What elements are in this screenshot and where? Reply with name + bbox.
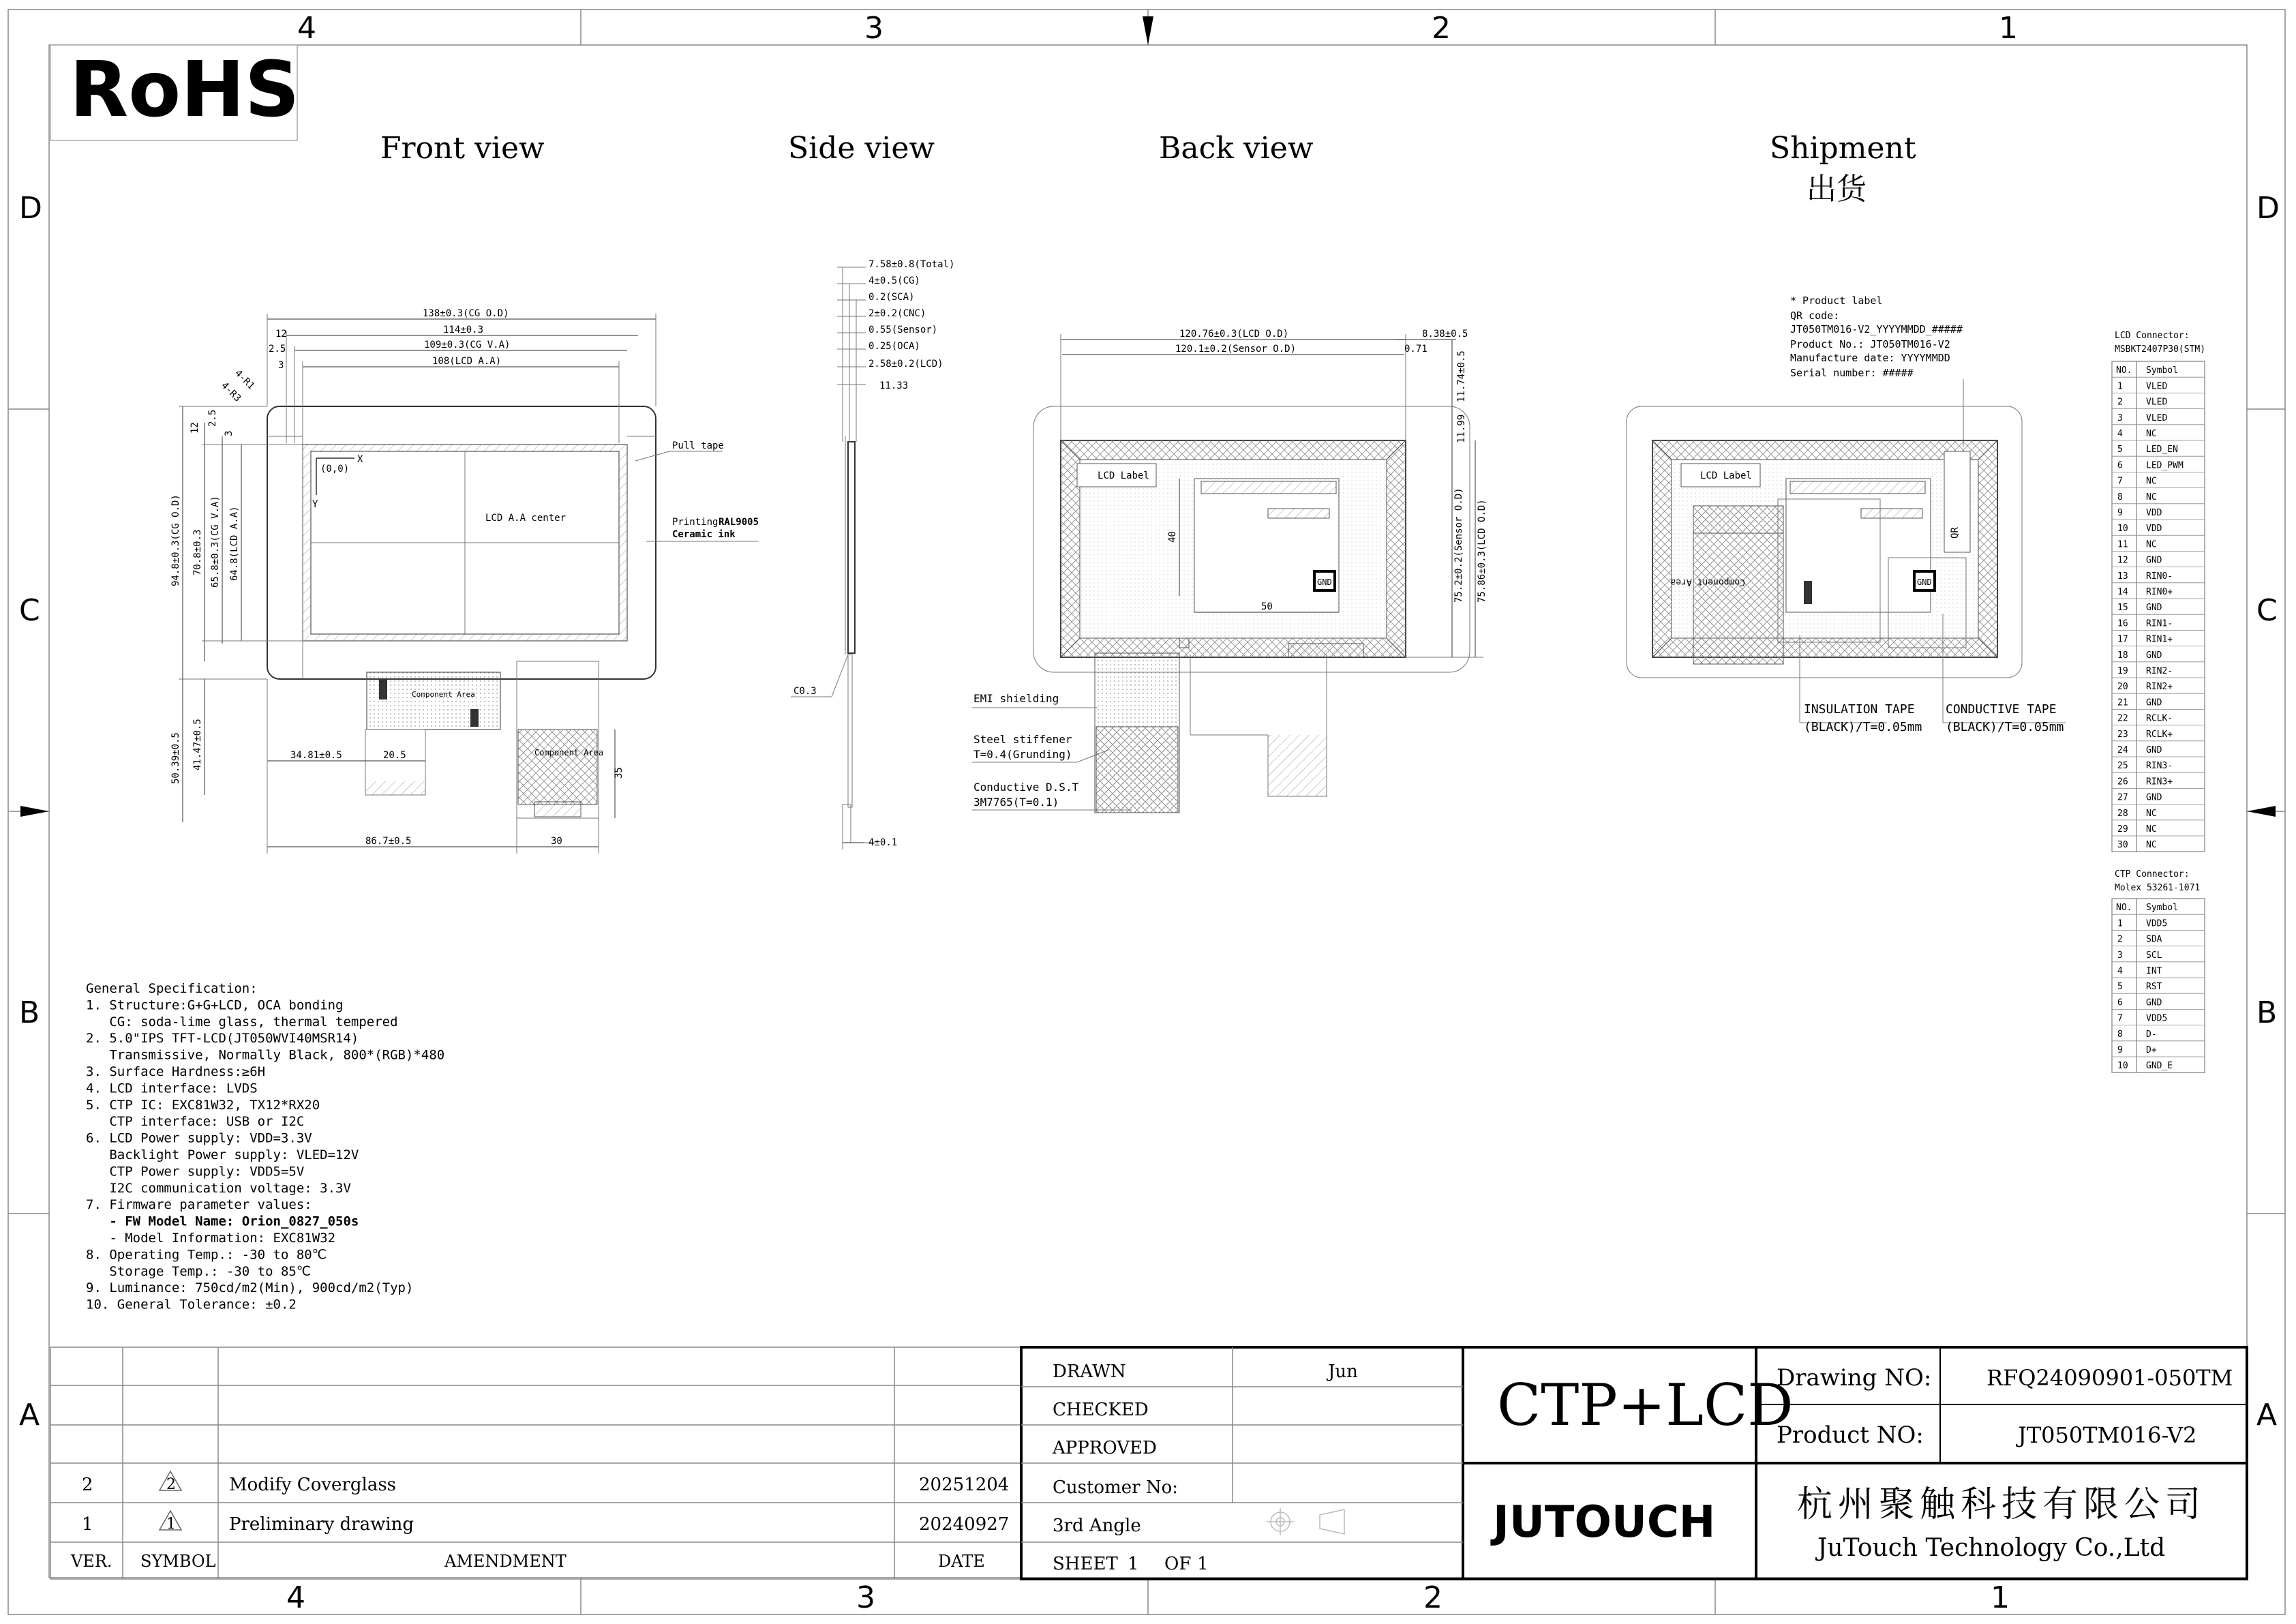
svg-text:12: 12 xyxy=(275,329,287,340)
svg-text:20251204: 20251204 xyxy=(919,1475,1010,1495)
svg-text:DRAWN: DRAWN xyxy=(1053,1362,1126,1382)
svg-text:7.58±0.8(Total): 7.58±0.8(Total) xyxy=(868,259,955,270)
pin-symbol: VDD xyxy=(2146,508,2162,518)
svg-text:3: 3 xyxy=(224,430,235,436)
drawing-number: RFQ24090901-050TM xyxy=(1987,1365,2233,1391)
pin-number: 20 xyxy=(2117,682,2128,693)
svg-text:Component Area: Component Area xyxy=(412,690,475,699)
svg-text:GND: GND xyxy=(1917,577,1932,587)
front-view xyxy=(170,308,759,854)
svg-text:11.99: 11.99 xyxy=(1456,414,1467,443)
pin-number: 6 xyxy=(2117,460,2123,471)
ctp-connector-table xyxy=(2112,869,2205,1072)
svg-text:4-R3: 4-R3 xyxy=(219,380,243,404)
svg-text:65.8±0.3(CG V.A): 65.8±0.3(CG V.A) xyxy=(210,496,221,588)
spec-line: 8. Operating Temp.: -30 to 80℃ xyxy=(86,1247,327,1263)
pin-symbol: GND xyxy=(2146,745,2162,755)
svg-text:Manufacture date: YYYYMMDD: Manufacture date: YYYYMMDD xyxy=(1790,352,1950,364)
svg-text:CTP Connector:: CTP Connector: xyxy=(2115,869,2190,879)
svg-text:3rd Angle: 3rd Angle xyxy=(1053,1516,1141,1536)
steel-label-1: Steel stiffener xyxy=(973,733,1072,746)
pin-symbol: GND_E xyxy=(2146,1061,2173,1072)
table-header-symbol: Symbol xyxy=(2146,903,2178,914)
pin-symbol: VDD5 xyxy=(2146,1013,2168,1024)
revision-1-amendment: Preliminary drawing xyxy=(229,1514,414,1535)
shipment-title: Shipment xyxy=(1770,131,1916,166)
lcd-connector-table xyxy=(2112,331,2205,852)
svg-text:Ceramic ink: Ceramic ink xyxy=(672,529,736,540)
product-number: JT050TM016-V2 xyxy=(2018,1422,2197,1448)
svg-text:120.1±0.2(Sensor O.D): 120.1±0.2(Sensor O.D) xyxy=(1175,344,1297,355)
pin-number: 6 xyxy=(2117,997,2123,1008)
pin-symbol: VLED xyxy=(2146,381,2168,392)
svg-text:Drawing NO:: Drawing NO: xyxy=(1777,1364,1932,1392)
spec-line: 7. Firmware parameter values: xyxy=(86,1197,312,1213)
svg-text:12: 12 xyxy=(190,422,200,434)
company-name-cn: 杭州聚触科技有限公司 xyxy=(1797,1484,2207,1525)
svg-text:2: 2 xyxy=(1432,11,1451,46)
pin-number: 27 xyxy=(2117,792,2128,803)
svg-text:2.58±0.2(LCD): 2.58±0.2(LCD) xyxy=(868,359,943,370)
svg-text:0.55(Sensor): 0.55(Sensor) xyxy=(868,325,938,335)
svg-text:B: B xyxy=(2256,995,2278,1030)
pin-number: 19 xyxy=(2117,666,2128,676)
pin-symbol: RIN1+ xyxy=(2146,634,2173,645)
svg-text:108(LCD A.A): 108(LCD A.A) xyxy=(432,356,502,367)
pin-number: 30 xyxy=(2117,840,2128,851)
svg-text:SYMBOL: SYMBOL xyxy=(140,1552,216,1571)
chamfer-label: C0.3 xyxy=(794,686,817,697)
pin-number: 3 xyxy=(2117,412,2123,423)
spec-line: CG: soda-lime glass, thermal tempered xyxy=(86,1014,398,1029)
axis-x-label: X xyxy=(357,454,363,465)
pin-symbol: NC xyxy=(2146,824,2157,834)
svg-text:Component Area: Component Area xyxy=(1670,577,1745,587)
svg-text:34.81±0.5: 34.81±0.5 xyxy=(290,750,342,761)
spec-line: 10. General Tolerance: ±0.2 xyxy=(86,1297,297,1312)
side-view-title: Side view xyxy=(788,131,935,166)
view-titles xyxy=(380,131,1916,207)
axis-y-label: Y xyxy=(312,499,318,510)
pin-number: 28 xyxy=(2117,808,2128,819)
svg-text:114±0.3: 114±0.3 xyxy=(443,325,484,335)
svg-text:1: 1 xyxy=(1999,11,2018,46)
shipment-view xyxy=(1627,295,2066,734)
svg-text:75.2±0.2(Sensor O.D): 75.2±0.2(Sensor O.D) xyxy=(1453,487,1464,603)
svg-text:11.74±0.5: 11.74±0.5 xyxy=(1456,350,1467,402)
svg-text:SHEET: SHEET xyxy=(1053,1554,1118,1574)
svg-text:JT050TM016-V2_YYYYMMDD_#####: JT050TM016-V2_YYYYMMDD_##### xyxy=(1790,323,1963,335)
pin-symbol: RIN0+ xyxy=(2146,587,2173,597)
pin-number: 9 xyxy=(2117,1045,2123,1055)
svg-text:3: 3 xyxy=(856,1580,875,1615)
svg-text:70.8±0.3: 70.8±0.3 xyxy=(192,529,203,575)
svg-text:C: C xyxy=(2256,593,2278,628)
svg-text:1: 1 xyxy=(1197,1554,1209,1574)
svg-text:40: 40 xyxy=(1167,531,1178,543)
svg-text:RAL9005: RAL9005 xyxy=(719,517,759,528)
front-left-dimensions xyxy=(170,406,303,679)
pin-number: 7 xyxy=(2117,1013,2123,1024)
pin-number: 13 xyxy=(2117,571,2128,582)
svg-text:* Product label: * Product label xyxy=(1790,295,1883,307)
spec-line: CTP Power supply: VDD5=5V xyxy=(86,1164,305,1179)
spec-line: 9. Luminance: 750cd/m2(Min), 900cd/m2(Typ) xyxy=(86,1280,414,1296)
pin-symbol: NC xyxy=(2146,539,2157,550)
pin-number: 7 xyxy=(2117,476,2123,487)
svg-text:0.25(OCA): 0.25(OCA) xyxy=(868,341,920,352)
svg-text:4: 4 xyxy=(286,1580,305,1615)
spec-line: 5. CTP IC: EXC81W32, TX12*RX20 xyxy=(86,1097,320,1113)
pin-symbol: VLED xyxy=(2146,412,2168,423)
pin-symbol: LED_EN xyxy=(2146,445,2178,455)
svg-text:109±0.3(CG V.A): 109±0.3(CG V.A) xyxy=(424,340,511,350)
svg-text:20240927: 20240927 xyxy=(919,1514,1010,1535)
pin-symbol: RIN2- xyxy=(2146,666,2173,676)
svg-text:RoHS: RoHS xyxy=(70,46,300,134)
svg-text:2.5: 2.5 xyxy=(269,344,286,355)
spec-line: 1. Structure:G+G+LCD, OCA bonding xyxy=(86,997,344,1013)
svg-text:B: B xyxy=(19,995,40,1030)
svg-text:94.8±0.3(CG O.D): 94.8±0.3(CG O.D) xyxy=(170,494,181,586)
pin-symbol: GND xyxy=(2146,603,2162,614)
spec-line: Storage Temp.: -30 to 85℃ xyxy=(86,1263,312,1279)
svg-text:1: 1 xyxy=(1128,1554,1139,1574)
svg-text:A: A xyxy=(2256,1398,2278,1432)
pin-symbol: RIN1- xyxy=(2146,618,2173,629)
svg-text:4-R1: 4-R1 xyxy=(232,367,257,392)
svg-text:86.7±0.5: 86.7±0.5 xyxy=(365,836,412,847)
svg-text:4±0.1: 4±0.1 xyxy=(868,837,898,848)
pin-symbol: RIN2+ xyxy=(2146,682,2173,693)
spec-line: I2C communication voltage: 3.3V xyxy=(86,1180,351,1196)
spec-line: - Model Information: EXC81W32 xyxy=(86,1231,336,1246)
svg-text:3: 3 xyxy=(864,11,883,46)
revision-table xyxy=(50,1347,1021,1579)
conductive-tape-label-1: CONDUCTIVE TAPE xyxy=(1946,702,2057,717)
spec-line: General Specification: xyxy=(86,981,258,996)
center-label: LCD A.A center xyxy=(485,513,567,524)
pull-tape-label: Pull tape xyxy=(672,440,724,451)
pin-number: 29 xyxy=(2117,824,2128,834)
pin-number: 8 xyxy=(2117,492,2123,502)
svg-text:APPROVED: APPROVED xyxy=(1053,1438,1157,1458)
pin-number: 22 xyxy=(2117,713,2128,724)
steel-label-2: T=0.4(Grunding) xyxy=(973,748,1072,761)
svg-text:MSBKT2407P30(STM): MSBKT2407P30(STM) xyxy=(2115,344,2206,355)
spec-line: Backlight Power supply: VLED=12V xyxy=(86,1147,359,1162)
origin-label: (0,0) xyxy=(320,464,350,475)
pin-symbol: GND xyxy=(2146,697,2162,708)
svg-text:138±0.3(CG O.D): 138±0.3(CG O.D) xyxy=(423,308,509,319)
svg-text:50: 50 xyxy=(1261,601,1273,612)
pin-symbol: GND xyxy=(2146,997,2162,1008)
svg-text:20.5: 20.5 xyxy=(383,750,406,761)
svg-text:OF: OF xyxy=(1164,1554,1192,1574)
pin-number: 12 xyxy=(2117,555,2128,566)
svg-text:120.76±0.3(LCD O.D): 120.76±0.3(LCD O.D) xyxy=(1179,329,1289,340)
pin-number: 15 xyxy=(2117,603,2128,614)
pin-symbol: RIN3+ xyxy=(2146,777,2173,787)
pin-symbol: RIN0- xyxy=(2146,571,2173,582)
pin-number: 24 xyxy=(2117,745,2128,755)
svg-text:50.39±0.5: 50.39±0.5 xyxy=(170,732,181,784)
pin-symbol: GND xyxy=(2146,650,2162,661)
svg-text:C: C xyxy=(19,593,40,628)
svg-text:41.47±0.5: 41.47±0.5 xyxy=(192,719,203,770)
spec-line: CTP interface: USB or I2C xyxy=(86,1114,305,1130)
insulation-tape-label-2: (BLACK)/T=0.05mm xyxy=(1804,720,1922,734)
svg-text:4: 4 xyxy=(297,11,316,46)
pin-number: 25 xyxy=(2117,761,2128,772)
svg-text:Customer No:: Customer No: xyxy=(1053,1477,1178,1498)
svg-text:Serial number: #####: Serial number: ##### xyxy=(1790,367,1914,379)
pin-number: 18 xyxy=(2117,650,2128,661)
pin-symbol: NC xyxy=(2146,476,2157,487)
pin-symbol: D+ xyxy=(2146,1045,2157,1055)
svg-text:3: 3 xyxy=(278,360,284,371)
front-top-dimensions xyxy=(219,308,656,443)
pin-number: 14 xyxy=(2117,587,2128,597)
svg-text:2: 2 xyxy=(82,1475,93,1495)
svg-text:1: 1 xyxy=(166,1516,176,1533)
svg-text:AMENDMENT: AMENDMENT xyxy=(444,1552,567,1571)
pin-symbol: VDD xyxy=(2146,524,2162,535)
emi-label: EMI shielding xyxy=(973,692,1059,705)
table-header-symbol: Symbol xyxy=(2146,365,2178,376)
general-specification xyxy=(86,981,444,1312)
back-lcd-label: LCD Label xyxy=(1098,470,1149,481)
pin-symbol: D- xyxy=(2146,1029,2157,1040)
svg-text:Molex 53261-1071: Molex 53261-1071 xyxy=(2115,883,2201,893)
svg-text:CHECKED: CHECKED xyxy=(1053,1400,1149,1420)
pin-symbol: GND xyxy=(2146,555,2162,566)
rohs-logo xyxy=(50,45,300,140)
svg-text:Product NO:: Product NO: xyxy=(1777,1422,1924,1449)
pin-number: 8 xyxy=(2117,1029,2123,1040)
svg-text:LCD Connector:: LCD Connector: xyxy=(2115,331,2190,341)
pin-symbol: SDA xyxy=(2146,934,2162,945)
pin-symbol: RCLK- xyxy=(2146,713,2173,724)
insulation-tape-label-1: INSULATION TAPE xyxy=(1804,702,1915,717)
pin-number: 2 xyxy=(2117,397,2123,408)
pin-number: 3 xyxy=(2117,950,2123,961)
svg-text:Jun: Jun xyxy=(1328,1362,1358,1382)
pin-symbol: VDD5 xyxy=(2146,918,2168,929)
front-view-title: Front view xyxy=(380,131,545,166)
svg-text:D: D xyxy=(2256,191,2280,226)
pin-symbol: RCLK+ xyxy=(2146,729,2173,740)
pin-symbol: RIN3- xyxy=(2146,761,2173,772)
shipment-title-cn: 出货 xyxy=(1807,172,1867,207)
svg-text:Product No.: JT050TM016-V2: Product No.: JT050TM016-V2 xyxy=(1790,338,1950,350)
pin-number: 26 xyxy=(2117,777,2128,787)
side-view xyxy=(791,259,954,849)
svg-text:QR code:: QR code: xyxy=(1790,310,1840,322)
conductive-label-1: Conductive D.S.T xyxy=(973,781,1079,794)
spec-line: 4. LCD interface: LVDS xyxy=(86,1081,258,1096)
svg-text:1: 1 xyxy=(82,1514,93,1535)
svg-text:30: 30 xyxy=(551,836,562,847)
pin-number: 1 xyxy=(2117,381,2123,392)
svg-text:1: 1 xyxy=(1991,1580,2010,1615)
back-view-title: Back view xyxy=(1159,131,1314,166)
pin-number: 1 xyxy=(2117,918,2123,929)
printing-label: Printing xyxy=(672,517,719,528)
svg-text:2.5: 2.5 xyxy=(207,409,218,427)
pin-symbol: NC xyxy=(2146,429,2157,439)
company-name-en: JuTouch Technology Co.,Ltd xyxy=(1817,1534,2166,1562)
company-logo: JUTOUCH xyxy=(1493,1497,1716,1548)
svg-text:Component Area: Component Area xyxy=(534,748,604,757)
svg-text:QR: QR xyxy=(1950,527,1961,539)
pin-number: 16 xyxy=(2117,618,2128,629)
spec-line: 3. Surface Hardness:≥6H xyxy=(86,1064,266,1079)
conductive-tape-label-2: (BLACK)/T=0.05mm xyxy=(1946,720,2064,734)
product-type: CTP+LCD xyxy=(1497,1372,1794,1439)
pin-symbol: NC xyxy=(2146,840,2157,851)
conductive-label-2: 3M7765(T=0.1) xyxy=(973,796,1059,809)
side-dimension-stack xyxy=(837,259,954,442)
svg-text:2: 2 xyxy=(1423,1580,1442,1615)
svg-text:2±0.2(CNC): 2±0.2(CNC) xyxy=(868,308,926,319)
pin-number: 11 xyxy=(2117,539,2128,550)
pin-symbol: RST xyxy=(2146,982,2162,993)
spec-line: 2. 5.0"IPS TFT-LCD(JT050WVI40MSR14) xyxy=(86,1031,359,1047)
svg-text:0.71: 0.71 xyxy=(1404,344,1428,355)
pin-number: 10 xyxy=(2117,1061,2128,1072)
pin-number: 4 xyxy=(2117,966,2123,976)
pin-number: 23 xyxy=(2117,729,2128,740)
svg-text:A: A xyxy=(19,1398,40,1432)
svg-text:8.38±0.5: 8.38±0.5 xyxy=(1422,329,1468,340)
pin-symbol: INT xyxy=(2146,966,2162,976)
spec-line: 6. LCD Power supply: VDD=3.3V xyxy=(86,1130,312,1146)
pin-symbol: NC xyxy=(2146,808,2157,819)
spec-line: Transmissive, Normally Black, 800*(RGB)*480 xyxy=(86,1047,445,1063)
svg-text:35: 35 xyxy=(614,767,624,779)
pin-symbol: NC xyxy=(2146,492,2157,502)
table-header-no: NO. xyxy=(2116,365,2132,376)
back-view xyxy=(972,329,1487,813)
pin-symbol: GND xyxy=(2146,792,2162,803)
pin-number: 17 xyxy=(2117,634,2128,645)
svg-text:DATE: DATE xyxy=(938,1552,985,1571)
third-angle-symbol xyxy=(1267,1508,1344,1535)
svg-text:64.8(LCD A.A): 64.8(LCD A.A) xyxy=(229,506,240,581)
svg-text:11.33: 11.33 xyxy=(879,380,909,391)
svg-text:2: 2 xyxy=(166,1476,176,1493)
pin-symbol: SCL xyxy=(2146,950,2162,961)
pin-number: 10 xyxy=(2117,524,2128,535)
table-header-no: NO. xyxy=(2116,903,2132,914)
pin-number: 5 xyxy=(2117,445,2123,455)
pin-number: 2 xyxy=(2117,934,2123,945)
back-gnd-label: GND xyxy=(1317,577,1332,587)
title-block xyxy=(1021,1347,2247,1579)
svg-text:75.86±0.3(LCD O.D): 75.86±0.3(LCD O.D) xyxy=(1477,499,1487,603)
svg-text:4±0.5(CG): 4±0.5(CG) xyxy=(868,275,920,286)
spec-line: - FW Model Name: Orion_0827_050s xyxy=(86,1214,359,1229)
svg-text:0.2(SCA): 0.2(SCA) xyxy=(868,292,915,303)
svg-text:D: D xyxy=(19,191,42,226)
pin-number: 4 xyxy=(2117,429,2123,439)
pin-symbol: LED_PWM xyxy=(2146,460,2184,471)
pin-number: 5 xyxy=(2117,982,2123,993)
revision-2-amendment: Modify Coverglass xyxy=(229,1475,397,1495)
pin-number: 21 xyxy=(2117,697,2128,708)
svg-text:VER.: VER. xyxy=(71,1552,112,1571)
pin-number: 9 xyxy=(2117,508,2123,518)
pin-symbol: VLED xyxy=(2146,397,2168,408)
svg-text:LCD Label: LCD Label xyxy=(1700,470,1752,481)
